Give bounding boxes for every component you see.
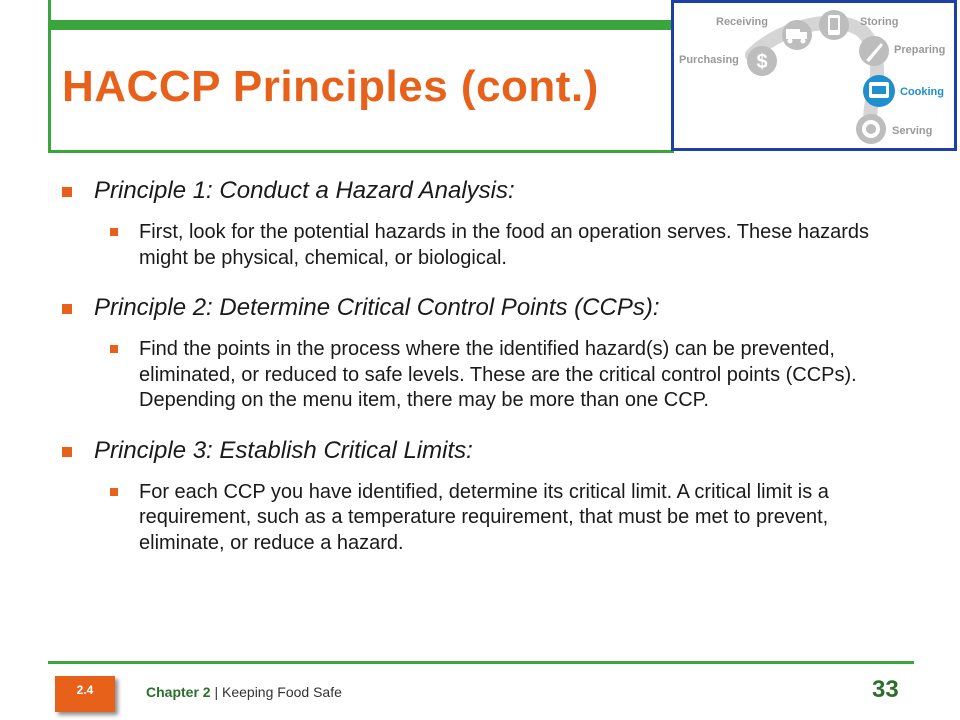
slide-body [56,176,916,578]
storing-label: Storing [860,16,899,28]
square-bullet-icon [62,447,72,457]
purchasing-step [679,46,777,76]
dollar-icon [747,46,777,76]
footer-divider [48,661,914,664]
principle-2-detail [56,337,916,414]
stove-icon [863,75,895,107]
serving-step [856,114,932,144]
principle-3-detail-text: For each CCP you have identified, determine its critical limit. A critical limit is a requirement, such as a temperature requirement, that must be met to prevent, eliminate, or reduce a hazard. [139,480,829,554]
principle-3-heading [56,436,916,466]
square-bullet-icon [62,187,72,197]
square-bullet-icon [62,304,72,314]
truck-icon [782,20,812,50]
flow-of-food-diagram [671,0,957,151]
svg-text:$: $ [756,51,768,73]
principle-1-heading-text: Principle 1: Conduct a Hazard Analysis: [94,177,515,204]
title-divider [48,150,674,153]
square-bullet-icon [110,488,118,496]
preparing-label: Preparing [894,44,946,56]
preparing-step [859,36,945,66]
plate-icon [856,114,886,144]
receiving-label: Receiving [716,16,768,28]
footer-chapter [146,684,342,700]
principle-3-detail [56,480,916,557]
principle-2-detail-text: Find the points in the process where the identified hazard(s) can be prevented, eliminated, or reduced to safe levels. These are the critical control points (CCPs). Depending on the menu item, there may be more than one CCP. [139,338,857,411]
chapter-label: Chapter 2 [146,684,211,700]
square-bullet-icon [110,228,118,236]
knife-icon [859,36,889,66]
flow-connector [752,23,877,131]
section-badge: 2.4 [55,676,115,712]
chapter-title: Keeping Food Safe [222,684,342,700]
cooking-step [863,75,944,107]
slide-title: HACCP Principles (cont.) [62,62,599,111]
purchasing-label: Purchasing [679,54,739,66]
square-bullet-icon [110,345,118,353]
serving-label: Serving [892,125,933,137]
footer-separator: | [214,684,219,700]
principle-1-detail-text: First, look for the potential hazards in the food an operation serves. These hazards might be physical, chemical, or biological. [139,221,870,269]
principle-2-heading [56,293,916,323]
principle-1-heading [56,176,916,206]
top-accent-bar [48,20,688,30]
principle-3-heading-text: Principle 3: Establish Critical Limits: [94,436,473,464]
page-number: 33 [872,676,899,703]
principle-1-detail [56,220,916,271]
principle-2-heading-text: Principle 2: Determine Critical Control Points (CCPs): [94,294,660,321]
phone-icon [819,10,849,40]
cooking-label: Cooking [900,86,944,98]
left-accent-rule [48,0,51,152]
